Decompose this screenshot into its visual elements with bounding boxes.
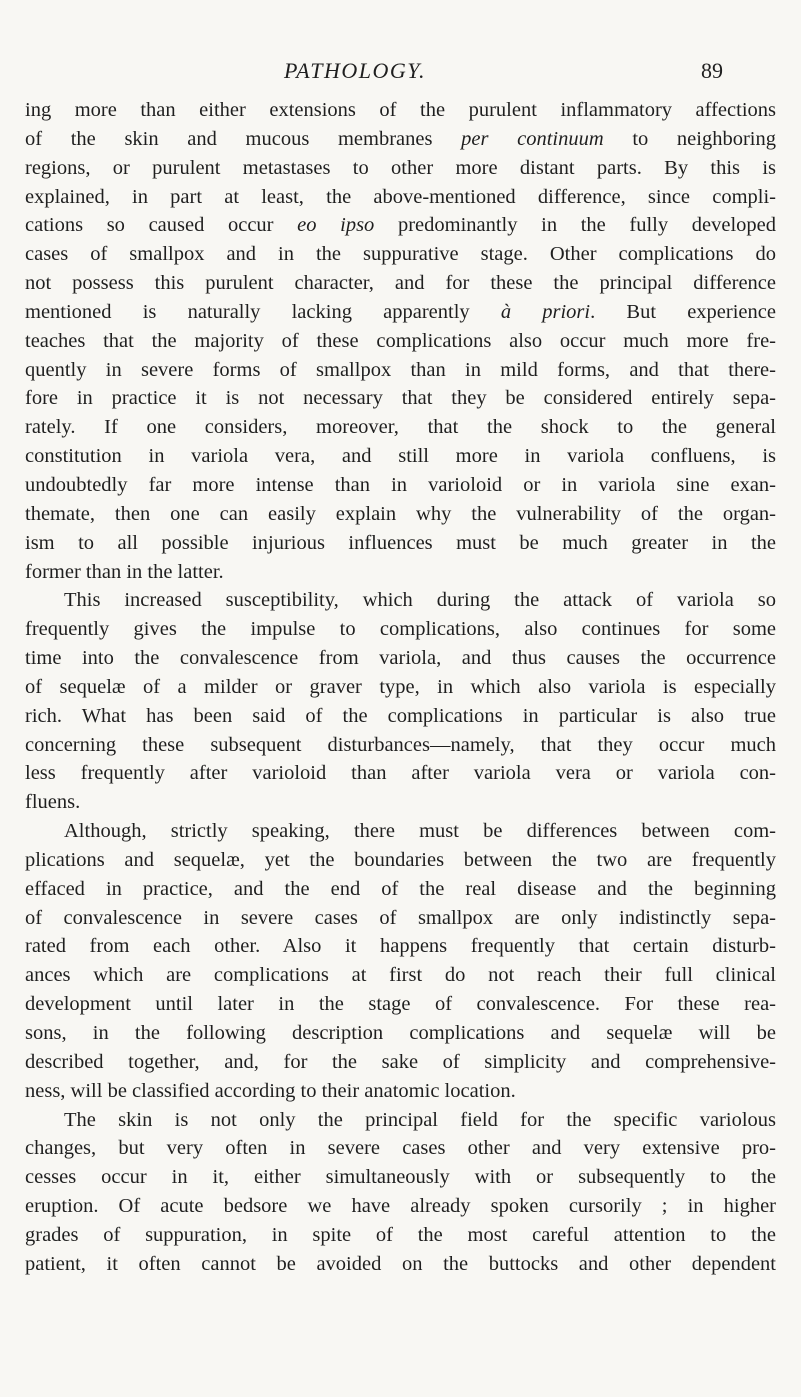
page-number: 89 (701, 58, 723, 83)
text-line: of the skin and mucous membranes per continuum to neighboring (25, 127, 776, 150)
text-line: cations so caused occur eo ipso predominantly in the fully developed (25, 214, 776, 237)
text-line: ing more than either extensions of the purulent inflammatory affections (25, 99, 776, 121)
text-line: fluens. (25, 791, 81, 814)
text-line: of sequelæ of a milder or graver type, in which also variola is especially (25, 675, 776, 698)
text-line: ances which are complications at first do not reach their full clinical (25, 964, 776, 987)
text-line: effaced in practice, and the end of the real disease and the beginning (25, 877, 776, 900)
text-line: ism to all possible injurious influences must be much greater in the (25, 531, 776, 554)
text-line: fore in practice it is not necessary that they be considered entirely sepa- (25, 387, 776, 410)
text-line: frequently gives the impulse to complications, also continues for some (25, 618, 776, 641)
text-line: not possess this purulent character, and for these the principal difference (25, 272, 776, 295)
text-line: grades of suppuration, in spite of the most careful attention to the (25, 1223, 776, 1246)
paragraph (25, 817, 776, 1105)
text-line: plications and sequelæ, yet the boundaries between the two are frequently (25, 848, 776, 871)
text-line: ness, will be classified according to their anatomic location. (25, 1079, 516, 1102)
text-line: regions, or purulent metastases to other more distant parts. By this is (25, 156, 776, 179)
text-line: themate, then one can easily explain why the vulnerability of the organ- (25, 502, 776, 525)
paragraph (25, 1106, 776, 1279)
body-text (25, 96, 776, 1279)
text-line: cases of smallpox and in the suppurative stage. Other complications do (25, 243, 776, 266)
text-line: undoubtedly far more intense than in varioloid or in variola sine exan- (25, 473, 776, 496)
text-line: changes, but very often in severe cases other and very extensive pro- (25, 1137, 776, 1160)
text-line: sons, in the following description complications and sequelæ will be (25, 1022, 776, 1044)
text-line: patient, it often cannot be avoided on the buttocks and other dependent (25, 1252, 776, 1275)
text-line: constitution in variola vera, and still more in variola confluens, is (25, 445, 776, 468)
text-line: mentioned is naturally lacking apparently à priori. But experience (25, 300, 776, 323)
text-line: Although, strictly speaking, there must be differences between com- (64, 820, 776, 843)
text-line: cesses occur in it, either simultaneously with or subsequently to the (25, 1166, 776, 1189)
text-line: of convalescence in severe cases of smallpox are only indistinctly sepa- (25, 906, 776, 929)
running-head (0, 55, 801, 87)
running-title: PATHOLOGY. (284, 58, 426, 83)
text-line: time into the convalescence from variola, and thus causes the occurrence (25, 647, 776, 670)
text-line: This increased susceptibility, which during the attack of variola so (64, 589, 776, 612)
text-line: quently in severe forms of smallpox than in mild forms, and that there- (25, 358, 776, 381)
text-line: development until later in the stage of convalescence. For these rea- (25, 993, 776, 1016)
text-line: rately. If one considers, moreover, that the shock to the general (25, 416, 776, 439)
paragraph (25, 96, 776, 586)
paragraph (25, 586, 776, 817)
text-line: teaches that the majority of these complications also occur much more fre- (25, 329, 776, 352)
text-line: The skin is not only the principal field for the specific variolous (64, 1108, 776, 1131)
text-line: rich. What has been said of the complications in particular is also true (25, 704, 776, 727)
text-line: explained, in part at least, the above-mentioned difference, since compli- (25, 185, 776, 208)
text-line: less frequently after varioloid than after variola vera or variola con- (25, 762, 776, 785)
text-line: rated from each other. Also it happens frequently that certain disturb- (25, 935, 776, 958)
text-line: eruption. Of acute bedsore we have already spoken cursorily ; in higher (25, 1195, 776, 1218)
text-line: described together, and, for the sake of simplicity and comprehensive- (25, 1050, 776, 1073)
text-line: concerning these subsequent disturbances—namely, that they occur much (25, 733, 776, 756)
text-line: former than in the latter. (25, 560, 224, 583)
